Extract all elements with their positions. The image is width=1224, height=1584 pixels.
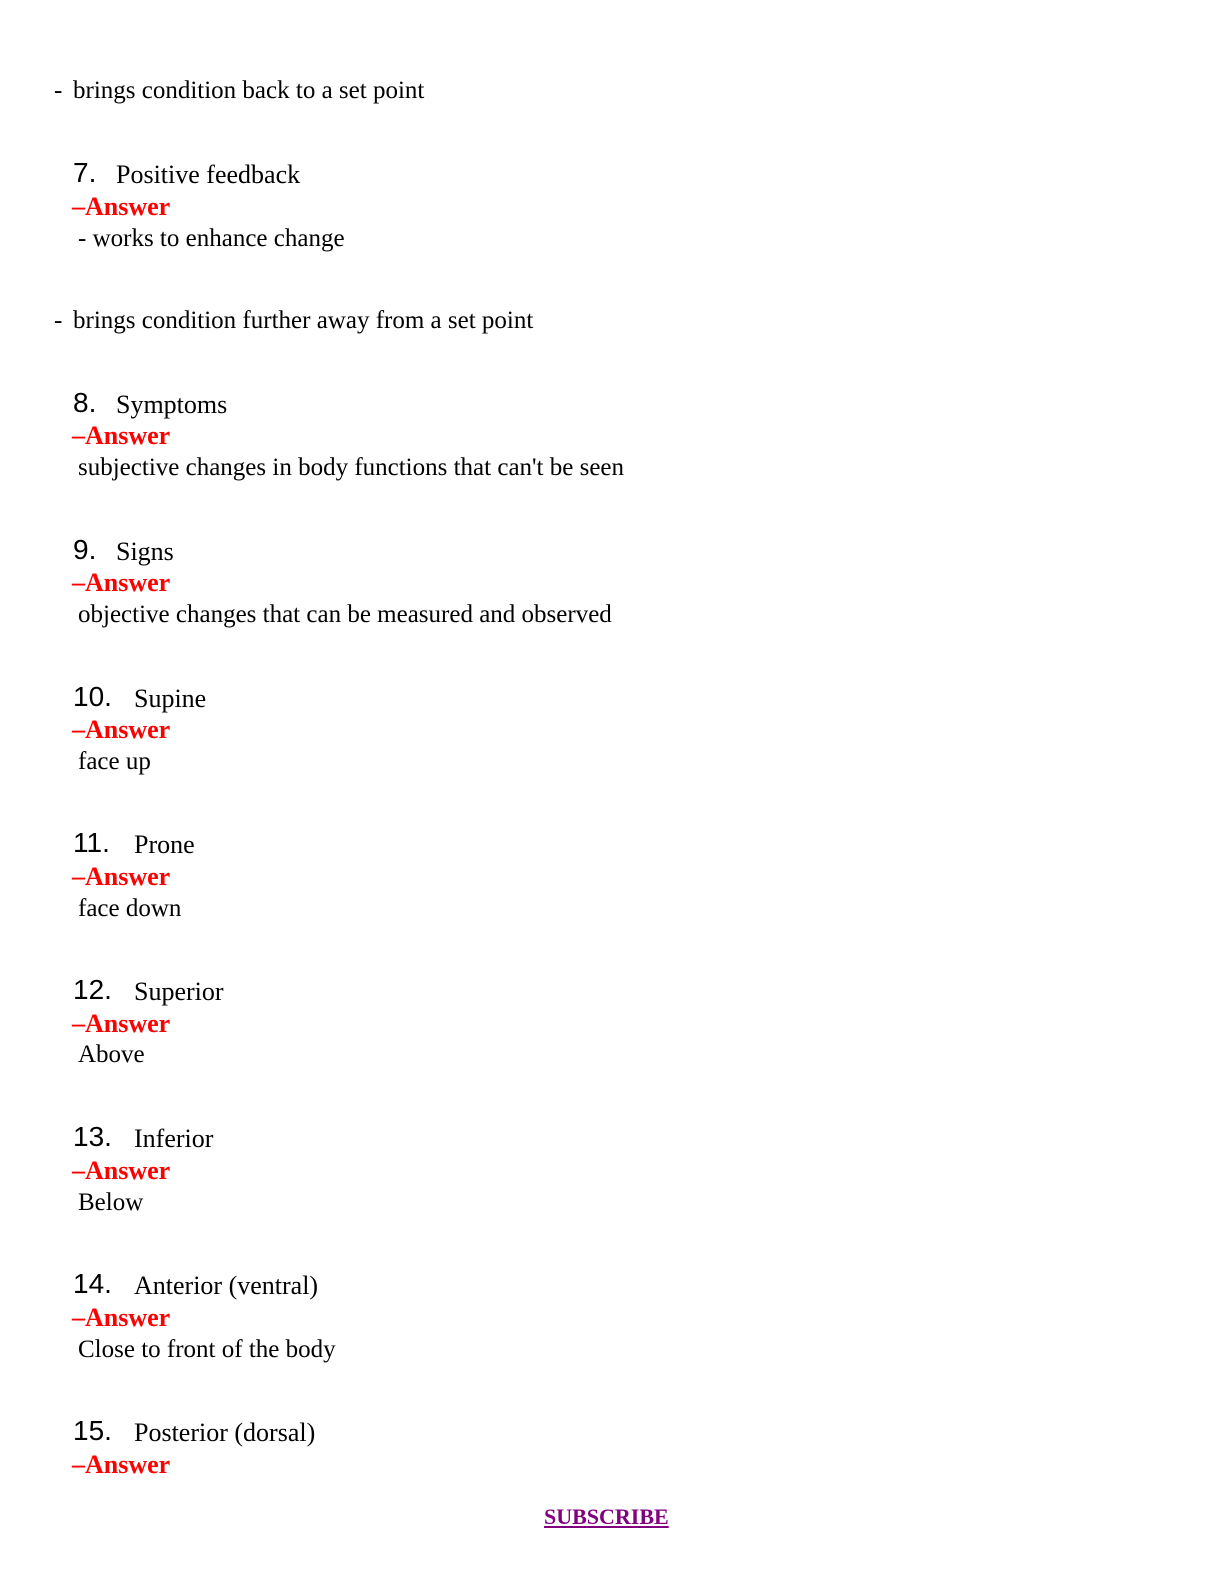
answer-label: –Answer	[72, 1156, 171, 1185]
item-number: 14.	[73, 1268, 112, 1299]
item-term: Superior	[134, 977, 224, 1006]
answer-label: –Answer	[72, 568, 171, 597]
answer-text: subjective changes in body functions that can't be seen	[78, 454, 625, 481]
bullet-dash: -	[54, 307, 63, 334]
answer-text: face up	[78, 748, 151, 775]
answer-text: face down	[78, 895, 182, 922]
answer-text: Close to front of the body	[78, 1336, 336, 1363]
item-number: 13.	[73, 1121, 112, 1152]
item-term: Positive feedback	[116, 160, 301, 189]
bullet-text: brings condition back to a set point	[73, 77, 425, 104]
bullet-text: brings condition further away from a set point	[73, 307, 534, 334]
answer-label: –Answer	[72, 1009, 171, 1038]
answer-label: –Answer	[72, 192, 171, 221]
item-number: 15.	[73, 1415, 112, 1446]
answer-label: –Answer	[72, 862, 171, 891]
subscribe-link[interactable]: SUBSCRIBE	[544, 1504, 669, 1529]
item-number: 10.	[73, 681, 112, 712]
item-term: Prone	[134, 830, 195, 859]
item-term: Posterior (dorsal)	[134, 1418, 316, 1447]
answer-label: –Answer	[72, 715, 171, 744]
answer-text: - works to enhance change	[78, 225, 345, 252]
answer-label: –Answer	[72, 421, 171, 450]
item-number: 11.	[73, 827, 110, 858]
answer-text: objective changes that can be measured and observed	[78, 601, 612, 628]
bullet-dash: -	[54, 77, 63, 104]
item-number: 12.	[73, 974, 112, 1005]
item-term: Anterior (ventral)	[134, 1271, 319, 1300]
answer-text: Below	[78, 1189, 144, 1216]
item-term: Inferior	[134, 1124, 214, 1153]
item-term: Signs	[116, 537, 174, 566]
item-number: 7.	[73, 157, 97, 188]
item-number: 9.	[73, 534, 97, 565]
item-term: Symptoms	[116, 390, 228, 419]
answer-label: –Answer	[72, 1303, 171, 1332]
item-term: Supine	[134, 684, 207, 713]
answer-label: –Answer	[72, 1450, 171, 1479]
answer-text: Above	[78, 1041, 145, 1068]
item-number: 8.	[73, 387, 97, 418]
